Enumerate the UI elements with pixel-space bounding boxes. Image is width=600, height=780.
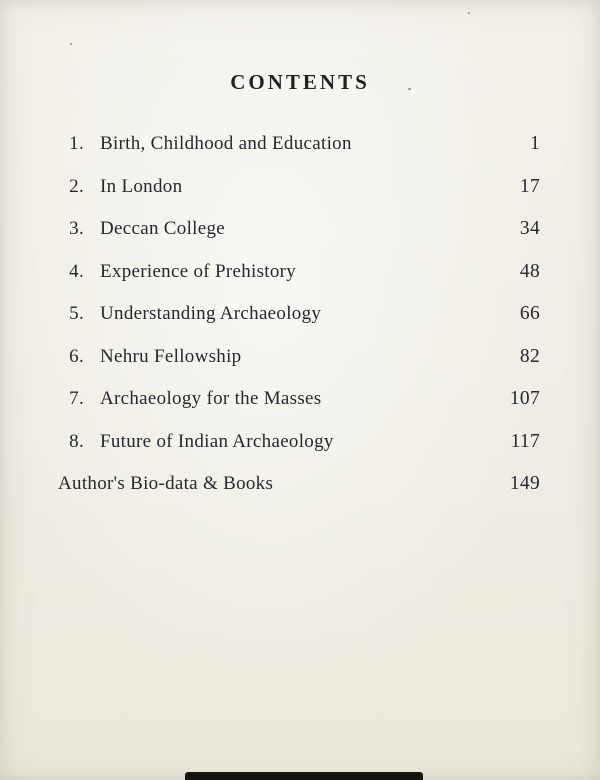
chapter-title: Future of Indian Archaeology [100,430,334,452]
chapter-title: Birth, Childhood and Education [100,133,352,154]
chapter-number: 8. [69,430,84,452]
chapter-page-number: 149 [509,473,540,494]
toc-row [58,133,540,176]
chapter-number: 7. [69,388,84,409]
toc-row [58,176,540,219]
toc-row-author-biodata [58,473,540,516]
chapter-title: Author's Bio-data & Books [58,473,274,494]
toc-row [58,431,540,474]
chapter-page-number: 82 [519,345,540,367]
toc-row [58,261,540,304]
chapter-page-number: 34 [519,218,540,239]
chapter-page-number: 117 [510,430,540,452]
toc-row [58,388,540,431]
chapter-title: Deccan College [100,218,226,239]
toc-row [58,218,540,261]
chapter-title: Archaeology for the Masses [100,388,322,409]
chapter-title: In London [100,175,183,197]
chapter-page-number: 1 [529,133,540,154]
scan-speck [468,12,470,14]
chapter-number: 5. [69,303,84,324]
chapter-page-number: 17 [519,175,540,197]
chapter-number: 4. [69,260,84,282]
toc-row [58,346,540,389]
chapter-title: Nehru Fellowship [100,345,242,367]
scan-speck [408,88,411,90]
table-of-contents [58,133,540,516]
chapter-page-number: 48 [519,260,540,282]
scan-speck [70,43,72,45]
chapter-title: Experience of Prehistory [100,260,297,282]
chapter-title: Understanding Archaeology [100,303,322,324]
chapter-page-number: 66 [519,303,540,324]
toc-row [58,303,540,346]
chapter-number: 2. [69,175,84,197]
scan-artifact-bar [185,772,423,780]
chapter-number: 6. [69,345,84,367]
chapter-number: 1. [69,133,84,154]
page-title: CONTENTS [230,70,370,94]
chapter-page-number: 107 [509,388,540,409]
chapter-number: 3. [69,218,84,239]
